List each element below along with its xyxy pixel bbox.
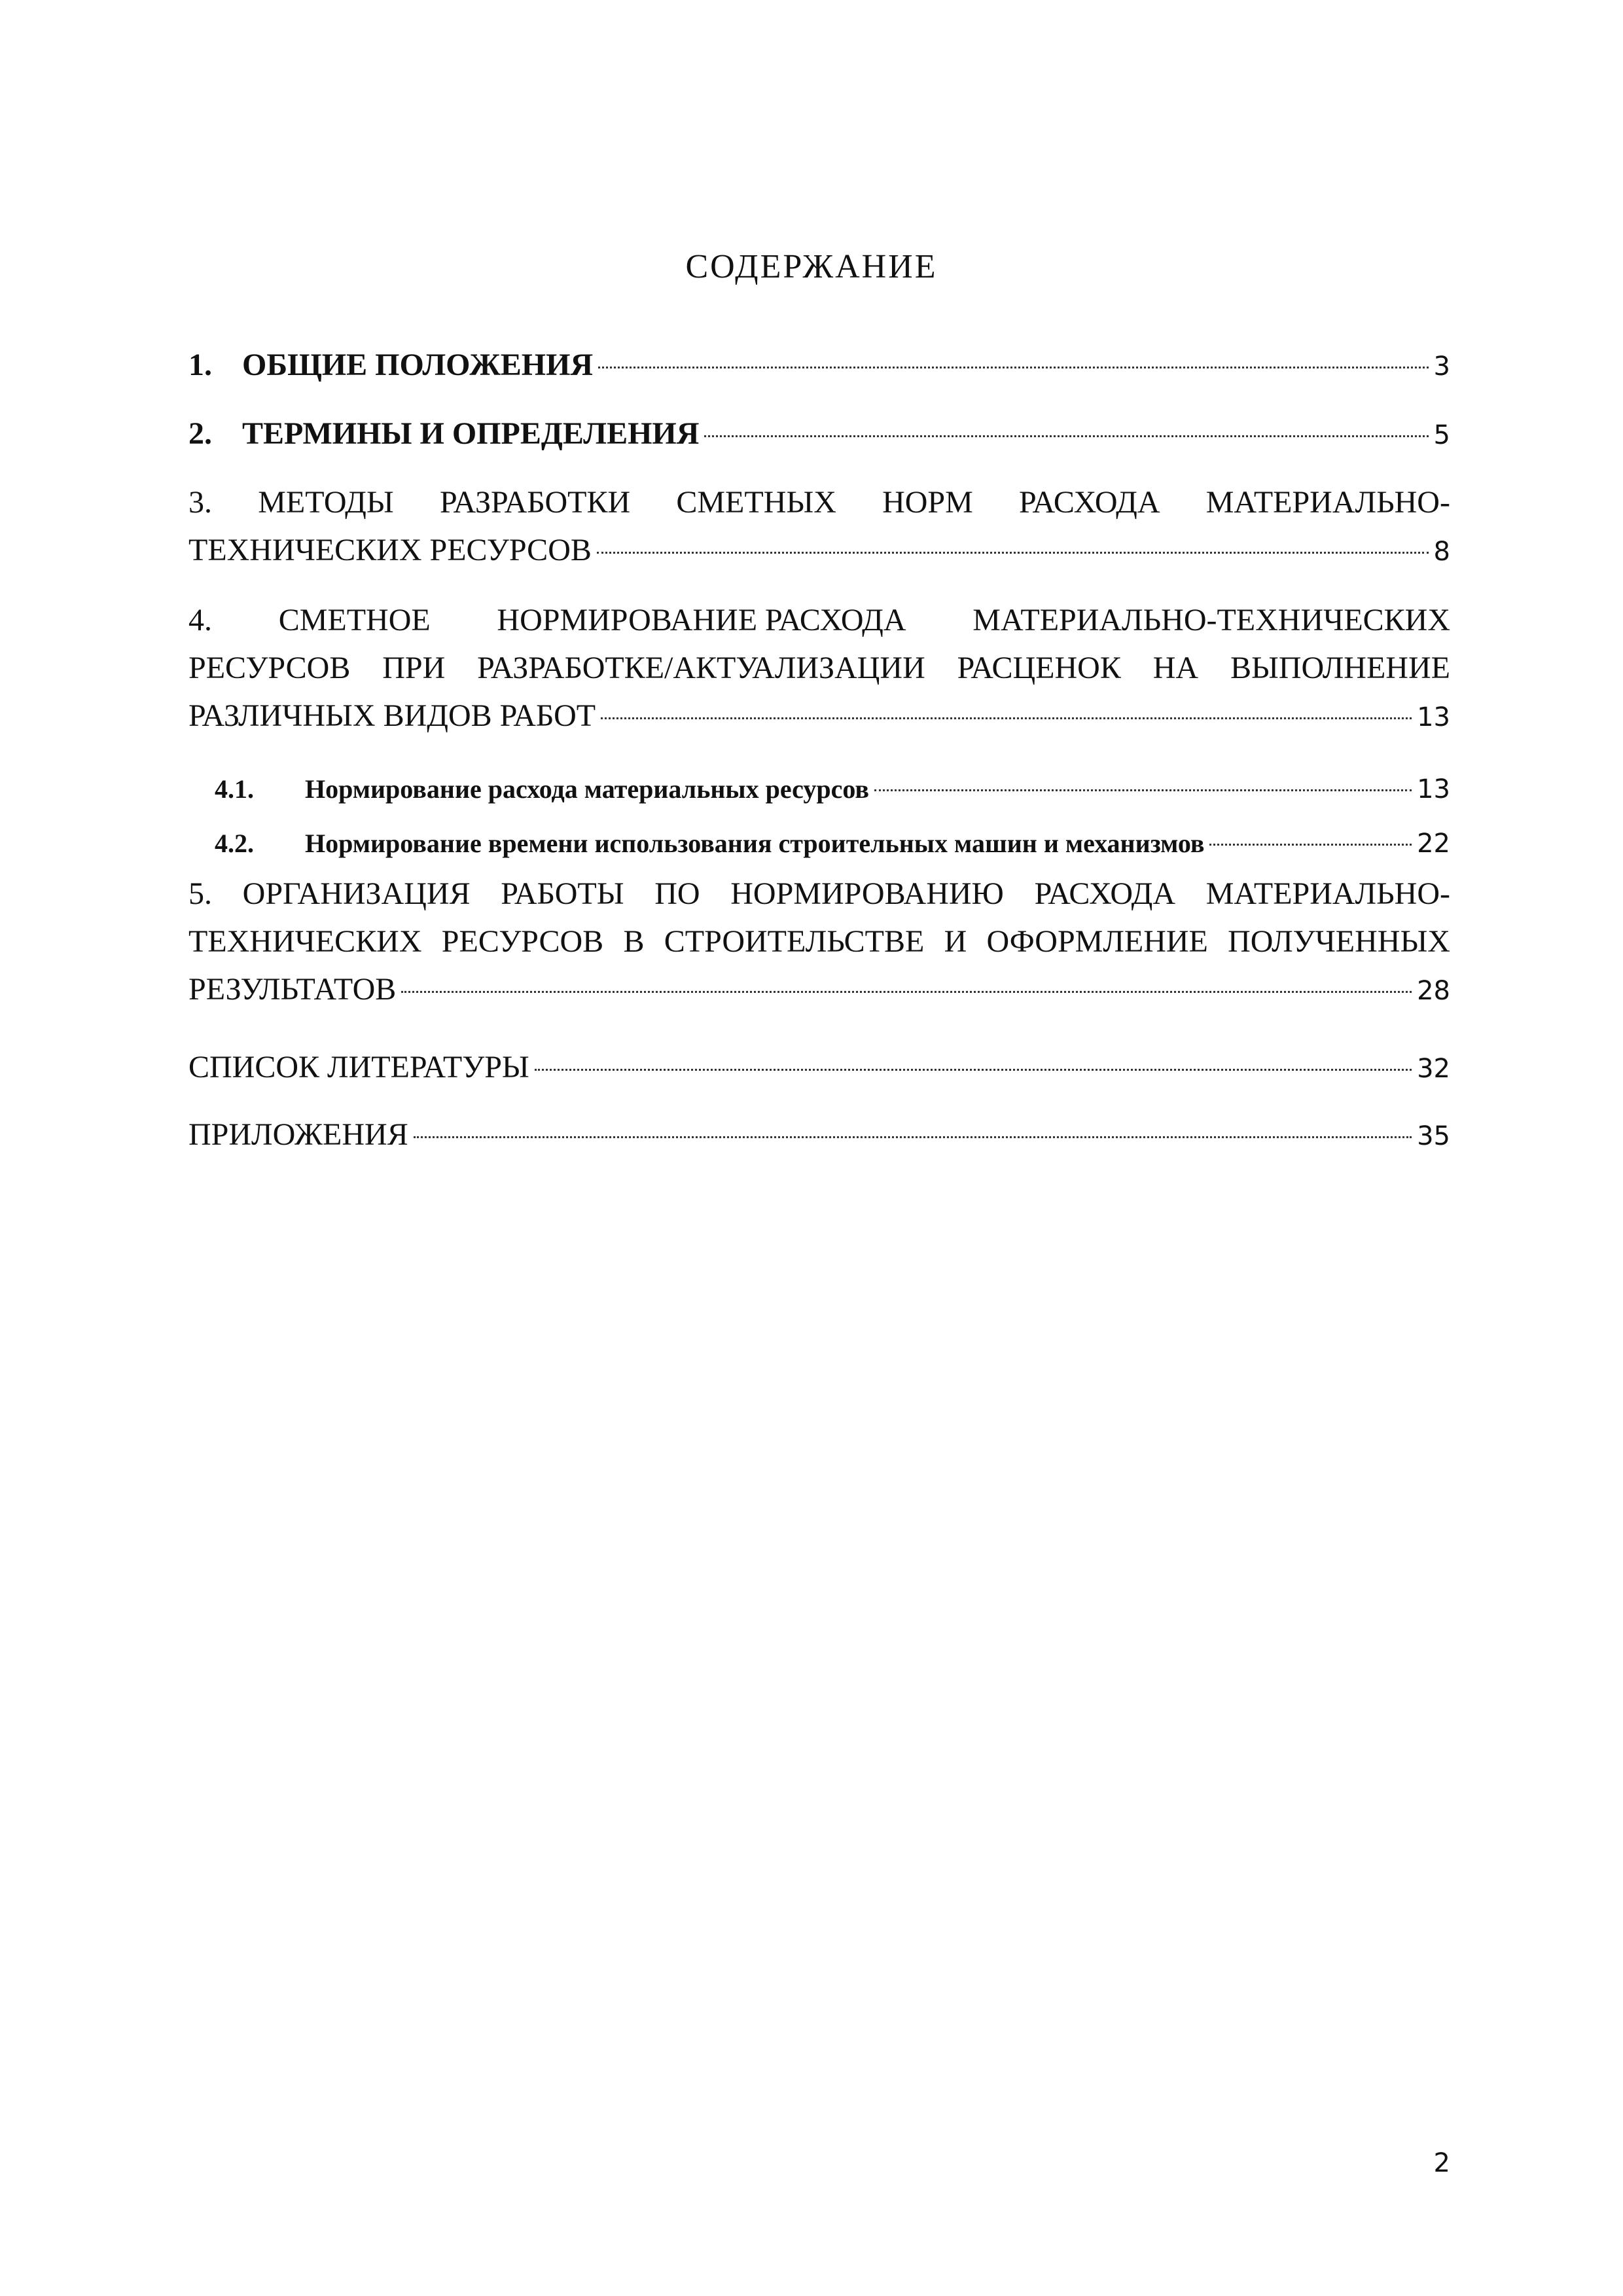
entry-title: РЕЗУЛЬТАТОВ — [188, 972, 397, 1007]
entry-page-number: 22 — [1417, 829, 1450, 859]
entry-title-word: ПРИ — [382, 651, 446, 685]
dot-leader — [704, 435, 1428, 437]
entry-number: 1. — [188, 348, 212, 382]
entry-title: СПИСОК ЛИТЕРАТУРЫ — [188, 1050, 529, 1085]
entry-title-word: В — [623, 924, 645, 959]
entry-title-word: МАТЕРИАЛЬНО- — [1205, 485, 1450, 520]
toc-entry-1[interactable] — [188, 347, 1450, 383]
entry-title-word: СМЕТНЫХ — [676, 485, 836, 520]
entry-title: Нормирование времени использования строительных машин и механизмов — [305, 829, 1205, 858]
entry-title-word: РАЗРАБОТКЕ/АКТУАЛИЗАЦИИ — [477, 651, 925, 685]
entry-title-word: ОФОРМЛЕНИЕ — [986, 924, 1208, 959]
entry-title-word: НА — [1152, 651, 1199, 685]
entry-title-word: ВЫПОЛНЕНИЕ — [1230, 651, 1450, 685]
entry-page-number: 13 — [1417, 702, 1450, 732]
entry-title-word: НОРМ — [882, 485, 973, 520]
entry-title-word: РАЗРАБОТКИ — [439, 485, 631, 520]
entry-title-word: И — [944, 924, 967, 959]
entry-title-word: ПОЛУЧЕННЫХ — [1228, 924, 1450, 959]
entry-title: Нормирование расхода материальных ресурсов — [305, 774, 869, 804]
dot-leader — [401, 991, 1412, 993]
page-number: 2 — [1433, 2148, 1450, 2178]
entry-title-word: МАТЕРИАЛЬНО- — [1205, 876, 1450, 911]
entry-title: ТЕРМИНЫ И ОПРЕДЕЛЕНИЯ — [242, 416, 700, 451]
dot-leader — [874, 789, 1412, 791]
entry-title-word: НОРМИРОВАНИЕ РАСХОДА — [497, 603, 906, 637]
entry-title: ТЕХНИЧЕСКИХ РЕСУРСОВ — [188, 533, 592, 567]
entry-number: 4.1. — [215, 774, 254, 804]
entry-number: 4. — [188, 603, 212, 637]
entry-title-word: ОРГАНИЗАЦИЯ — [242, 876, 471, 911]
toc-title: СОДЕРЖАНИЕ — [685, 248, 938, 285]
toc-entry-2[interactable] — [188, 416, 1450, 452]
entry-title-word: РАСХОДА — [1019, 485, 1160, 520]
entry-number: 4.2. — [215, 829, 254, 858]
entry-title: ОБЩИЕ ПОЛОЖЕНИЯ — [242, 348, 594, 382]
entry-title-word: РЕСУРСОВ — [188, 651, 351, 685]
entry-title-word: РАБОТЫ — [501, 876, 624, 911]
entry-page-number: 13 — [1417, 774, 1450, 804]
toc-entry-3[interactable] — [188, 484, 1450, 568]
entry-number: 5. — [188, 876, 212, 911]
entry-title-word: ПО — [654, 876, 700, 911]
entry-number: 2. — [188, 416, 212, 451]
entry-title-word: РЕСУРСОВ — [441, 924, 604, 959]
entry-number: 3. — [188, 485, 212, 520]
entry-title-word: РАСХОДА — [1034, 876, 1176, 911]
entry-title-word: МЕТОДЫ — [258, 485, 394, 520]
dot-leader — [414, 1136, 1412, 1138]
entry-page-number: 5 — [1433, 420, 1450, 450]
entry-title-word: СМЕТНОЕ — [278, 603, 431, 637]
entry-title-word: РАСЦЕНОК — [957, 651, 1121, 685]
entry-title-word: НОРМИРОВАНИЮ — [730, 876, 1004, 911]
entry-title: ПРИЛОЖЕНИЯ — [188, 1117, 408, 1152]
dot-leader — [601, 717, 1412, 719]
dot-leader — [1209, 844, 1412, 846]
entry-page-number: 35 — [1417, 1121, 1450, 1151]
entry-page-number: 28 — [1417, 976, 1450, 1006]
dot-leader — [597, 552, 1429, 554]
toc-entry-4[interactable] — [188, 602, 1450, 734]
entry-title-word: ТЕХНИЧЕСКИХ — [188, 924, 422, 959]
toc-entry-5[interactable] — [188, 876, 1450, 1007]
entry-title-word: СТРОИТЕЛЬСТВЕ — [664, 924, 925, 959]
toc-entry-bibliography[interactable] — [188, 1049, 1450, 1085]
dot-leader — [598, 367, 1428, 368]
toc-entry-appendices[interactable] — [188, 1117, 1450, 1153]
entry-title-word: МАТЕРИАЛЬНО-ТЕХНИЧЕСКИХ — [972, 603, 1450, 637]
toc-entry-4-1[interactable] — [215, 774, 1450, 804]
entry-page-number: 8 — [1433, 537, 1450, 567]
dot-leader — [535, 1069, 1412, 1071]
entry-title: РАЗЛИЧНЫХ ВИДОВ РАБОТ — [188, 698, 596, 733]
toc-entry-4-2[interactable] — [215, 828, 1450, 859]
entry-page-number: 3 — [1433, 351, 1450, 382]
entry-page-number: 32 — [1417, 1054, 1450, 1084]
